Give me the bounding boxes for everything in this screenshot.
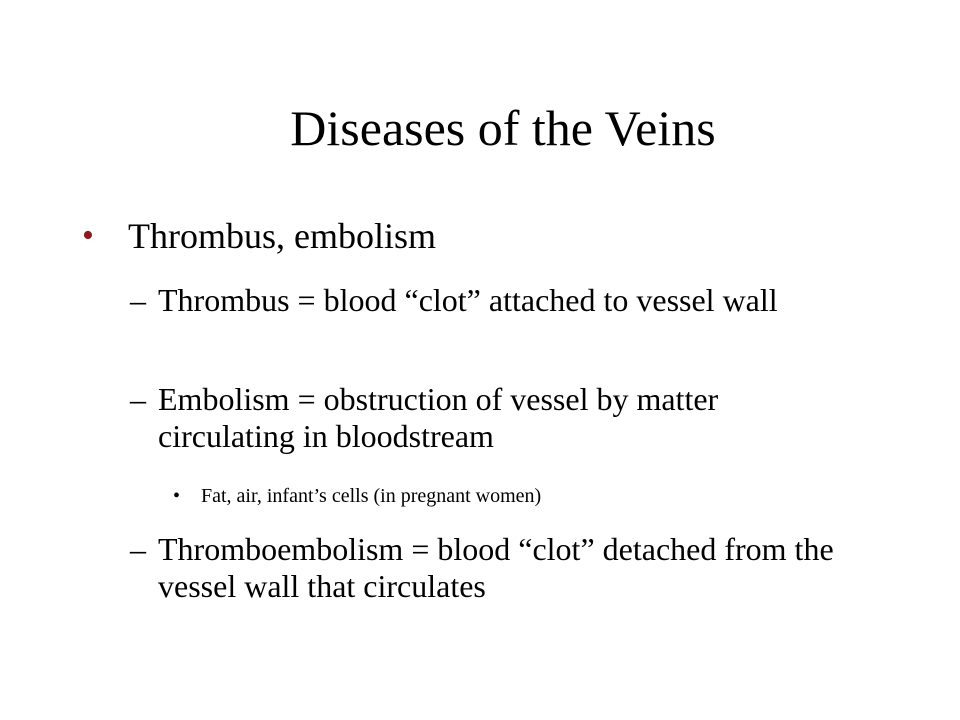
subitem-marker: – [130, 282, 146, 318]
subitem-text: Embolism = obstruction of vessel by matter circulating in bloodstream [158, 381, 719, 454]
subsubitem-text: Fat, air, infant’s cells (in pregnant women) [201, 485, 542, 507]
slide-title: Diseases of the Veins [290, 100, 716, 156]
subitem-thrombus [130, 282, 850, 319]
subitem-marker: – [130, 531, 146, 567]
bullet-marker: • [82, 217, 94, 254]
subsubitem-marker: • [173, 485, 181, 507]
subitem-text: Thromboembolism = blood “clot” detached from the vessel wall that circulates [158, 531, 834, 604]
subitem-text: Thrombus = blood “clot” attached to vessel wall [158, 282, 778, 318]
subitem-marker: – [130, 381, 146, 417]
subitem-thromboembolism [130, 531, 850, 605]
subitem-embolism [130, 381, 850, 455]
bullet-text: Thrombus, embolism [128, 216, 436, 256]
